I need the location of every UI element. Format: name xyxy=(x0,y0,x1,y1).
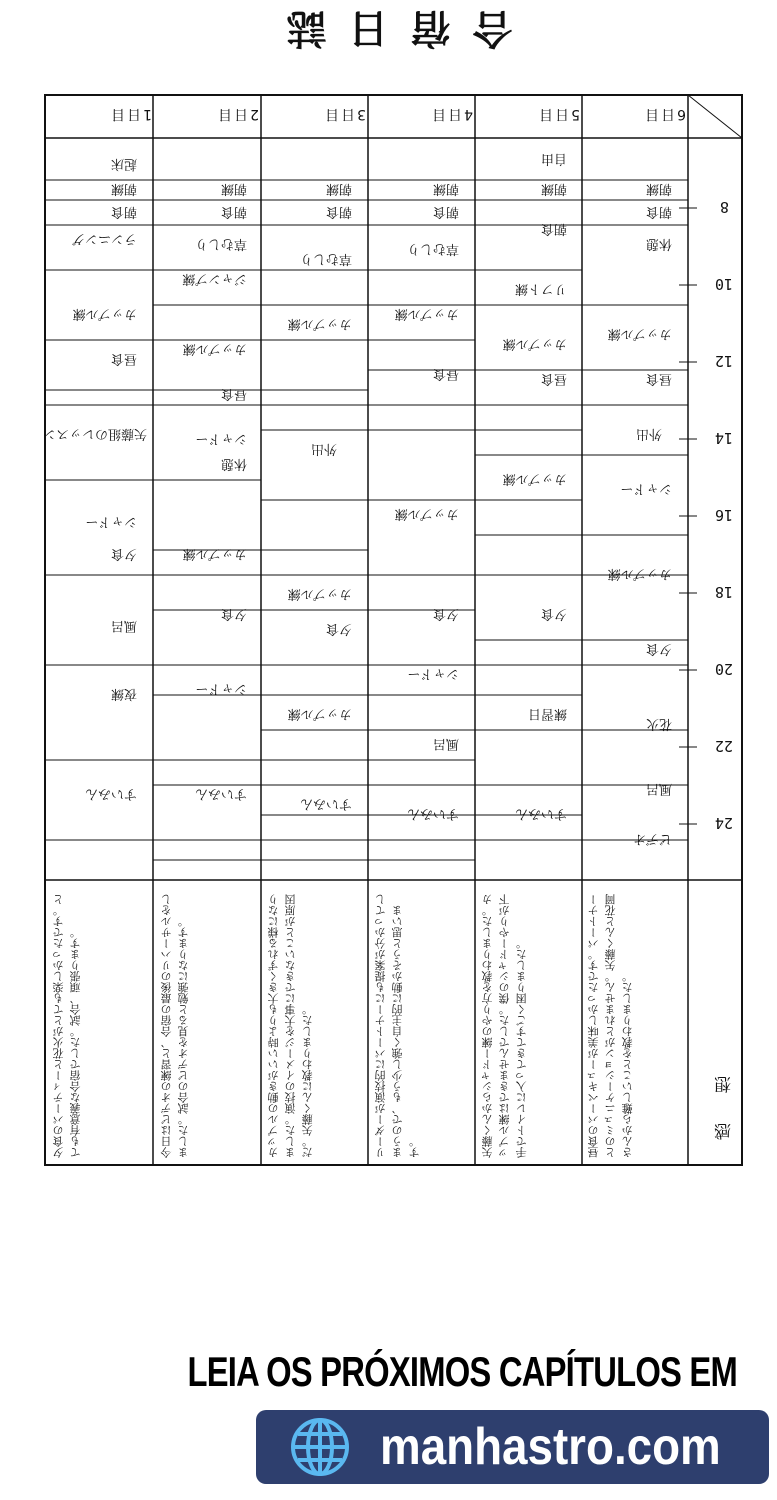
day2-cell: 草むしり xyxy=(194,236,247,251)
day6-cell: 朝食 xyxy=(645,204,672,219)
day1-cell: 昼食 xyxy=(110,351,137,366)
day2-cell: シャドー xyxy=(195,431,247,446)
day3-cell: カップル練 xyxy=(287,706,352,721)
day-6-header: 6日目 xyxy=(643,106,686,122)
day6-cell: 夕食 xyxy=(645,641,672,656)
day2-cell: シャドー xyxy=(195,681,247,696)
day5-cell: 朝練 xyxy=(540,181,567,196)
hour-12: 12 xyxy=(714,352,733,370)
note-day-2: 矢藤くんからシャドー練のやり方を教わりました。カップル練はできませんでした。僕のシャドーやりが下手でトイレに入ってきてすごく困りました。 xyxy=(481,894,529,1158)
day3-cell: 朝練 xyxy=(325,181,352,196)
day2-cell: 朝練 xyxy=(220,181,247,196)
day4-cell: カップル練 xyxy=(394,506,459,521)
day-5-header: 5日目 xyxy=(537,106,580,122)
day-4-header: 4日目 xyxy=(430,106,473,122)
note-day-6: 夕食のパーティーと花火がとても楽しかったです。とても有意義な合宿でした。試合、頑張ります。 xyxy=(52,894,83,1158)
day5-cell: 朝食 xyxy=(540,221,567,236)
day5-cell: リフト練 xyxy=(514,281,567,296)
day6-cell: カップル練 xyxy=(607,326,672,341)
day5-cell: すいみん xyxy=(514,806,567,821)
hour-22: 22 xyxy=(714,737,733,755)
hour-16: 16 xyxy=(714,506,733,524)
day1-cell: 夕食 xyxy=(110,546,137,561)
day4-cell: 風呂 xyxy=(432,736,459,751)
day4-cell: すいみん xyxy=(406,806,459,821)
hour-14: 14 xyxy=(714,429,733,447)
day6-cell: 外出 xyxy=(635,426,662,441)
day-2-header: 2日目 xyxy=(216,106,259,122)
day5-cell: 夕食 xyxy=(540,606,567,621)
hour-18: 18 xyxy=(714,583,733,601)
day4-cell: 昼食 xyxy=(432,366,459,381)
day1-cell: 夜練 xyxy=(110,686,137,701)
site-url-link[interactable]: manhastro.com xyxy=(380,1418,721,1476)
day3-cell: 草むしり xyxy=(299,251,352,266)
day4-cell: 朝練 xyxy=(432,181,459,196)
day3-cell: 外出 xyxy=(310,441,337,456)
day1-cell: 起床 xyxy=(110,156,137,171)
hour-8: 8 xyxy=(719,198,729,216)
day1-cell: シャドー xyxy=(85,514,137,529)
day5-cell: 練習日 xyxy=(527,706,567,721)
day6-cell: 昼食 xyxy=(645,371,672,386)
day2-cell: 朝食 xyxy=(220,204,247,219)
hour-20: 20 xyxy=(714,660,733,678)
day2-cell: 昼食 xyxy=(220,386,247,401)
day3-cell: 夕食 xyxy=(325,621,352,636)
day3-cell: すいみん xyxy=(299,796,352,811)
note-day-1: 昼食のバーベキューが美味しかったです。パートナーとのミュニケーションがとれません。矢藤くんと花岡さんから難しいことを教わりました。 xyxy=(587,894,635,1158)
day3-cell: カップル練 xyxy=(287,586,352,601)
day4-cell: 夕食 xyxy=(432,606,459,621)
read-next-chapters-text: LEIA OS PRÓXIMOS CAPÍTULOS EM xyxy=(187,1348,737,1395)
day5-cell: カップル練 xyxy=(502,471,567,486)
day6-cell: 休憩 xyxy=(645,236,672,251)
day2-cell: 休憩 xyxy=(220,456,247,471)
day6-cell: 風呂 xyxy=(645,781,672,796)
day1-cell: ランニング xyxy=(72,231,137,246)
day3-cell: 朝食 xyxy=(325,204,352,219)
globe-icon xyxy=(288,1415,352,1479)
note-day-4: カップルの動きがいい時よりも大きくずれる様になりました。演技のイメージを大事にできないことが原因だ。矢藤くんに教わりました。 xyxy=(267,894,315,1158)
hour-24: 24 xyxy=(714,814,733,832)
day1-cell: 風呂 xyxy=(110,618,137,633)
day3-cell: カップル練 xyxy=(287,316,352,331)
day5-cell: カップル練 xyxy=(502,336,567,351)
day6-cell: シャドー xyxy=(620,481,672,496)
hour-10: 10 xyxy=(714,275,733,293)
day1-cell: カップル練 xyxy=(72,306,137,321)
day1-cell: 朝練 xyxy=(110,181,137,196)
day-1-header: 1日目 xyxy=(109,106,152,122)
day2-cell: ジャンプ練 xyxy=(182,271,247,286)
day6-cell: カップル練 xyxy=(607,566,672,581)
note-day-3: リーダーが演技的にパートナーにも提案が分かってしまうので、もう少し強く自主的に動かそうと思います。 xyxy=(374,894,422,1158)
day4-cell: シャドー xyxy=(407,666,459,681)
day2-cell: 夕食 xyxy=(220,606,247,621)
day2-cell: カップル練 xyxy=(182,546,247,561)
day4-cell: カップル練 xyxy=(394,306,459,321)
day6-cell: ビデオ xyxy=(633,831,672,846)
day2-cell: すいみん xyxy=(194,786,247,801)
day6-cell: 花火 xyxy=(645,716,672,731)
day2-cell: カップル練 xyxy=(182,341,247,356)
day5-cell: 自由 xyxy=(540,151,567,166)
day1-cell: 朝食 xyxy=(110,204,137,219)
sheet-title: 合宿日誌 xyxy=(264,5,513,52)
day1-cell: すいみん xyxy=(84,786,137,801)
day5-cell: 昼食 xyxy=(540,371,567,386)
note-day-5: 今日はビデオの練習と、合宿の最後のリハーサルをしました。試合のビデオを見ると勉強になります。 xyxy=(160,894,191,1158)
day-3-header: 3日目 xyxy=(323,106,366,122)
day4-cell: 草むしり xyxy=(406,241,459,256)
day4-cell: 朝食 xyxy=(432,204,459,219)
kansou-label: 感想 xyxy=(715,1046,735,1140)
day1-cell: 矢藤組のレッスン xyxy=(43,426,147,441)
day6-cell: 朝練 xyxy=(645,181,672,196)
